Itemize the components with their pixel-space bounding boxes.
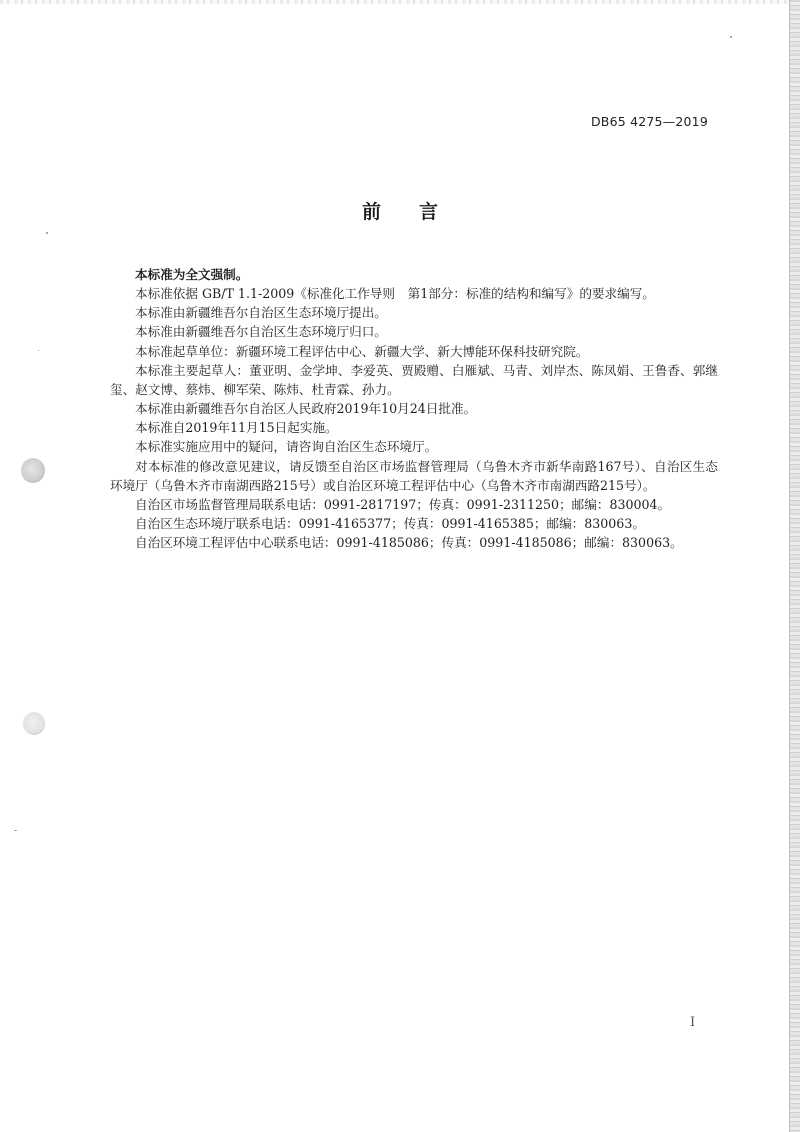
paragraph-feedback: 对本标准的修改意见建议，请反馈至自治区市场监督管理局（乌鲁木齐市新华南路167号）、自治区生态环境厅（乌鲁木齐市南湖西路215号）或自治区环境工程评估中心（乌鲁木齐市南湖西路215号）。	[110, 458, 718, 493]
scan-speck	[46, 232, 48, 234]
title-char-2: 言	[419, 201, 439, 223]
punch-hole-icon	[21, 458, 45, 483]
scan-speck	[14, 830, 17, 831]
paragraph-effective-date: 本标准自2019年11月15日起实施。	[135, 420, 338, 436]
page-title	[0, 197, 800, 224]
standard-code: DB65 4275—2019	[590, 114, 708, 129]
scan-speck	[730, 36, 732, 38]
scan-top-edge	[0, 0, 800, 4]
title-char-1: 前	[361, 201, 381, 223]
paragraph-approval: 本标准由新疆维吾尔自治区人民政府2019年10月24日批准。	[135, 401, 477, 417]
scan-right-edge	[789, 0, 800, 1132]
contact-assessment-center: 自治区环境工程评估中心联系电话：0991-4185086；传真：0991-4185086；邮编：830063。	[135, 535, 683, 551]
paragraph-under-jurisdiction: 本标准由新疆维吾尔自治区生态环境厅归口。	[135, 324, 387, 340]
punch-hole-icon	[23, 712, 45, 735]
contact-ecology-environment: 自治区生态环境厅联系电话：0991-4165377；传真：0991-4165385；邮编：830063。	[135, 516, 645, 532]
page-number: I	[690, 1015, 696, 1030]
paragraph-mandatory: 本标准为全文强制。	[135, 267, 249, 282]
paragraph-basis: 本标准依据 GB/T 1.1-2009《标准化工作导则 第1部分：标准的结构和编写》的要求编写。	[135, 286, 655, 302]
foreword-body	[110, 265, 718, 552]
paragraph-proposed-by: 本标准由新疆维吾尔自治区生态环境厅提出。	[135, 305, 387, 321]
contact-market-supervision: 自治区市场监督管理局联系电话：0991-2817197；传真：0991-2311250；邮编：830004。	[135, 496, 671, 512]
paragraph-inquiries: 本标准实施应用中的疑问，请咨询自治区生态环境厅。	[135, 439, 438, 455]
paragraph-drafting-units: 本标准起草单位：新疆环境工程评估中心、新疆大学、新大博能环保科技研究院。	[135, 343, 589, 359]
scan-speck	[38, 350, 39, 351]
paragraph-drafters: 本标准主要起草人：董亚明、金学坤、李爱英、贾殿赠、白雁斌、马青、刘岸杰、陈凤娟、王鲁香、郭继玺、赵文博、蔡炜、柳军荣、陈炜、杜青霖、孙力。	[110, 362, 718, 397]
